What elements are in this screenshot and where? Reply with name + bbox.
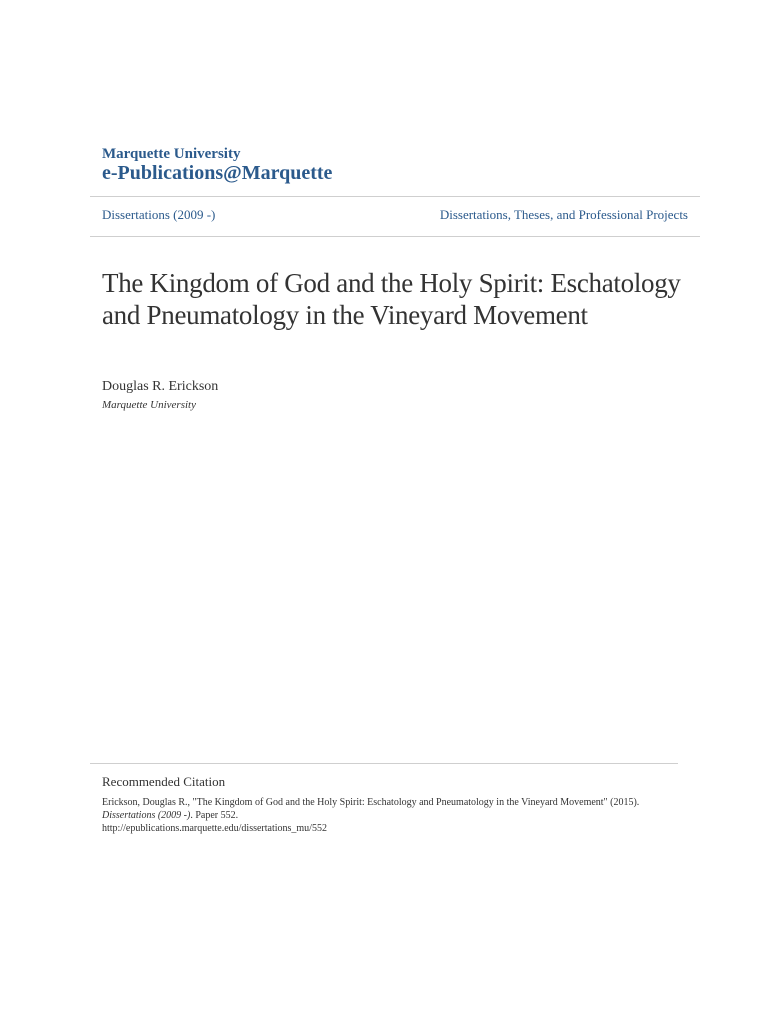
author-affiliation: Marquette University <box>102 399 196 411</box>
header-divider-bottom <box>90 236 700 237</box>
parent-collection-link[interactable]: Dissertations, Theses, and Professional Projects <box>439 207 688 222</box>
collection-link[interactable]: Dissertations (2009 -) <box>102 207 216 222</box>
citation-paper: . Paper 552. <box>190 810 239 821</box>
repository-link[interactable]: e-Publications@Marquette <box>102 162 333 184</box>
header-divider-top <box>90 196 700 197</box>
citation-heading: Recommended Citation <box>102 774 226 789</box>
citation-line-1: Erickson, Douglas R., "The Kingdom of God and the Holy Spirit: Eschatology and Pneumatology in the Vineyard Movement" (2015). <box>102 797 640 808</box>
citation-text <box>102 796 742 835</box>
citation-divider <box>90 763 678 764</box>
citation-series: Dissertations (2009 -) <box>102 810 191 821</box>
citation-url[interactable]: http://epublications.marquette.edu/dissertations_mu/552 <box>102 823 327 834</box>
institution-name: Marquette University <box>102 146 241 162</box>
citation-line-2 <box>102 809 742 822</box>
document-title: The Kingdom of God and the Holy Spirit: Eschatology and Pneumatology in the Vineyard Movement <box>102 268 681 330</box>
author-name: Douglas R. Erickson <box>102 379 219 394</box>
